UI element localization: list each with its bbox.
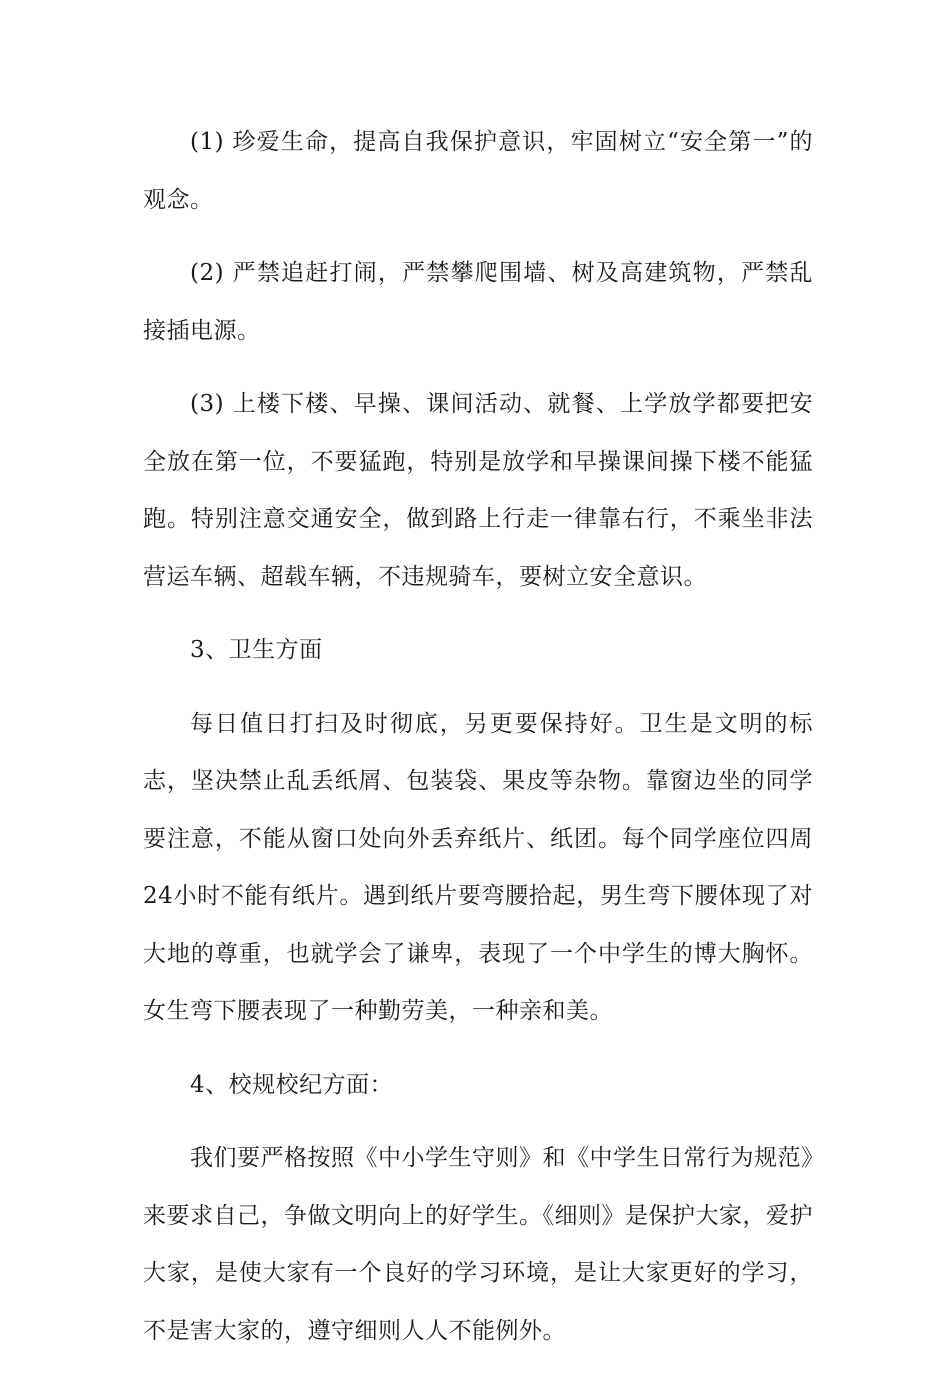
paragraph-hygiene: 每日值日打扫及时彻底，另更要保持好。卫生是文明的标志，坚决禁止乱丢纸屑、包装袋、果皮等杂物。靠窗边坐的同学要注意，不能从窗口处向外丢弃纸片、纸团。每个同学座位四周24小时不能有纸片。遇到纸片要弯腰拾起，男生弯下腰体现了对大地的尊重，也就学会了谦卑，表现了一个中学生的博大胸怀。女生弯下腰表现了一种勤劳美，一种亲和美。 <box>143 710 813 1024</box>
document-body <box>143 114 813 1376</box>
paragraph-safety-2: (2) 严禁追赶打闹，严禁攀爬围墙、树及高建筑物，严禁乱接插电源。 <box>143 260 813 344</box>
paragraph-safety-3: (3) 上楼下楼、早操、课间活动、就餐、上学放学都要把安全放在第一位，不要猛跑，特别是放学和早操课间操下楼不能猛跑。特别注意交通安全，做到路上行走一律靠右行，不乘坐非法营运车辆、超载车辆，不违规骑车，要树立安全意识。 <box>143 391 813 590</box>
paragraph-safety-1: (1) 珍爱生命，提高自我保护意识，牢固树立“安全第一”的观念。 <box>143 129 813 213</box>
section-heading-hygiene: 3、卫生方面 <box>190 637 323 663</box>
section-heading-rules: 4、校规校纪方面： <box>190 1071 394 1098</box>
paragraph-rules: 我们要严格按照《中小学生守则》和《中学生日常行为规范》来要求自己，争做文明向上的好学生。《细则》是保护大家，爱护大家，是使大家有一个良好的学习环境，是让大家更好的学习，不是害大家的，遵守细则人人不能例外。 <box>143 1145 813 1344</box>
